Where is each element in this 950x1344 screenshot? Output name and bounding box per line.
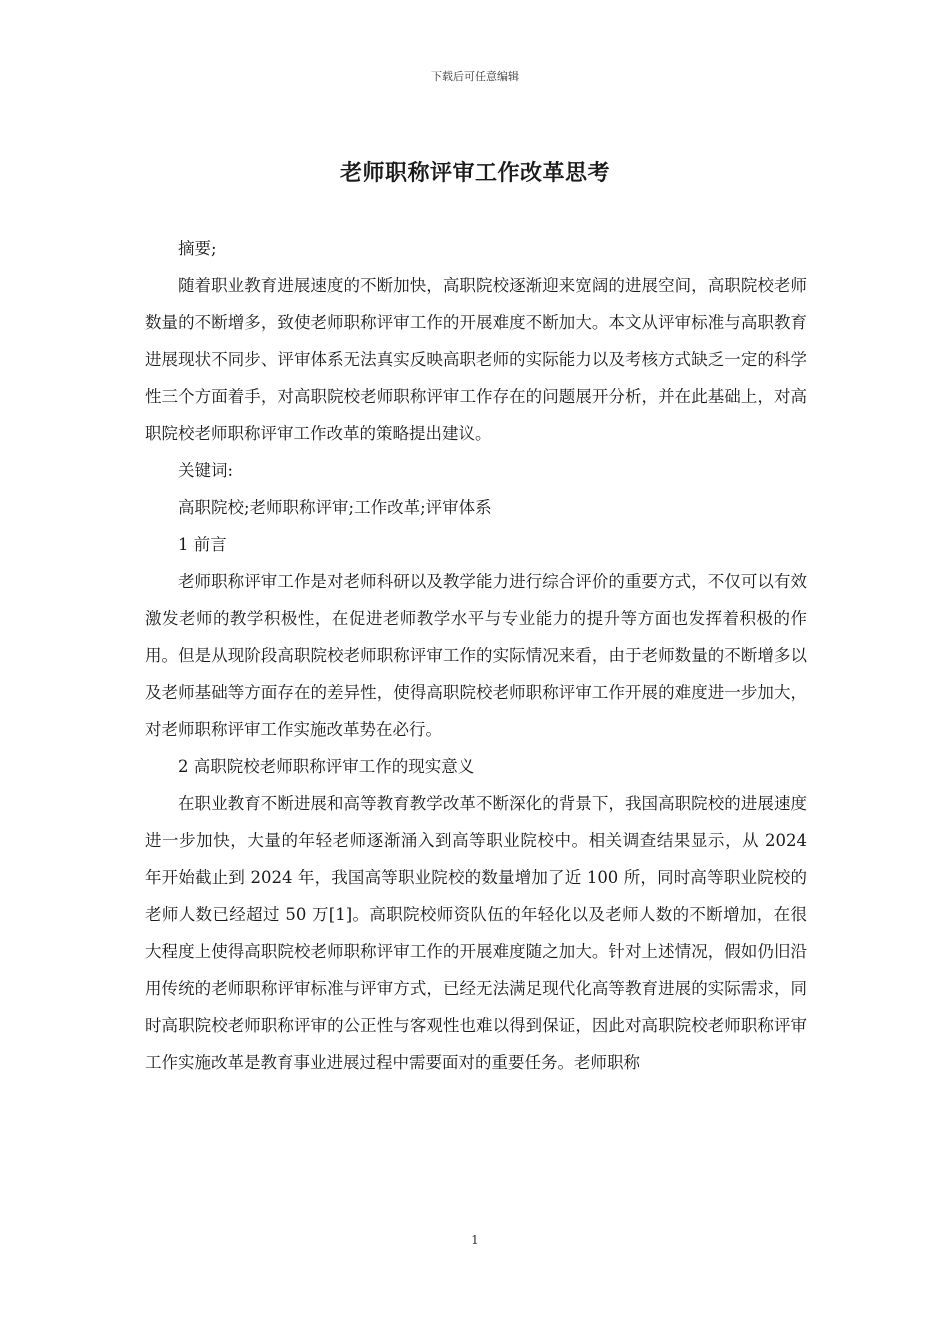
keywords-heading: 关键词:: [178, 461, 234, 480]
page-header-note: 下载后可任意编辑: [431, 70, 519, 83]
keywords-list: 高职院校;老师职称评审;工作改革;评审体系: [178, 498, 492, 517]
page-number: 1: [471, 1233, 479, 1247]
document-title: 老师职称评审工作改革思考: [339, 160, 610, 186]
abstract-paragraph: 随着职业教育进展速度的不断加快，高职院校逐渐迎来宽阔的进展空间，高职院校老师数量的不断增多，致使老师职称评审工作的开展难度不断加大。本文从评审标准与高职教育进展现状不同步、评审体系无法真实反映高职老师的实际能力以及考核方式缺乏一定的科学性三个方面着手，对高职院校老师职称评审工作存在的问题展开分析，并在此基础上，对高职院校老师职称评审工作改革的策略提出建议。: [145, 276, 807, 443]
section-heading-1: 1 前言: [178, 535, 227, 554]
section-2-paragraph: 在职业教育不断进展和高等教育教学改革不断深化的背景下，我国高职院校的进展速度进一步加快，大量的年轻老师逐渐涌入到高等职业院校中。相关调查结果显示，从 2024 年开始截止到 2024 年，我国高等职业院校的数量增加了近 100 所，同时高等职业院校的老师人数已经超过 50 万[1]。高职院校师资队伍的年轻化以及老师人数的不断增加，在很大程度上使得高职院校老师职称评审工作的开展难度随之加大。针对上述情况，假如仍旧沿用传统的老师职称评审标准与评审方式，已经无法满足现代化高等教育进展的实际需求，同时高职院校老师职称评审的公正性与客观性也难以得到保证，因此对高职院校老师职称评审工作实施改革是教育事业进展过程中需要面对的重要任务。老师职称: [145, 794, 807, 1072]
section-1-paragraph: 老师职称评审工作是对老师科研以及教学能力进行综合评价的重要方式，不仅可以有效激发老师的教学积极性，在促进老师教学水平与专业能力的提升等方面也发挥着积极的作用。但是从现阶段高职院校老师职称评审工作的实际情况来看，由于老师数量的不断增多以及老师基础等方面存在的差异性，使得高职院校老师职称评审工作开展的难度进一步加大，对老师职称评审工作实施改革势在必行。: [145, 572, 807, 739]
abstract-heading: 摘要;: [178, 239, 217, 258]
document-body: [145, 230, 807, 1081]
section-heading-2: 2 高职院校老师职称评审工作的现实意义: [178, 757, 475, 776]
